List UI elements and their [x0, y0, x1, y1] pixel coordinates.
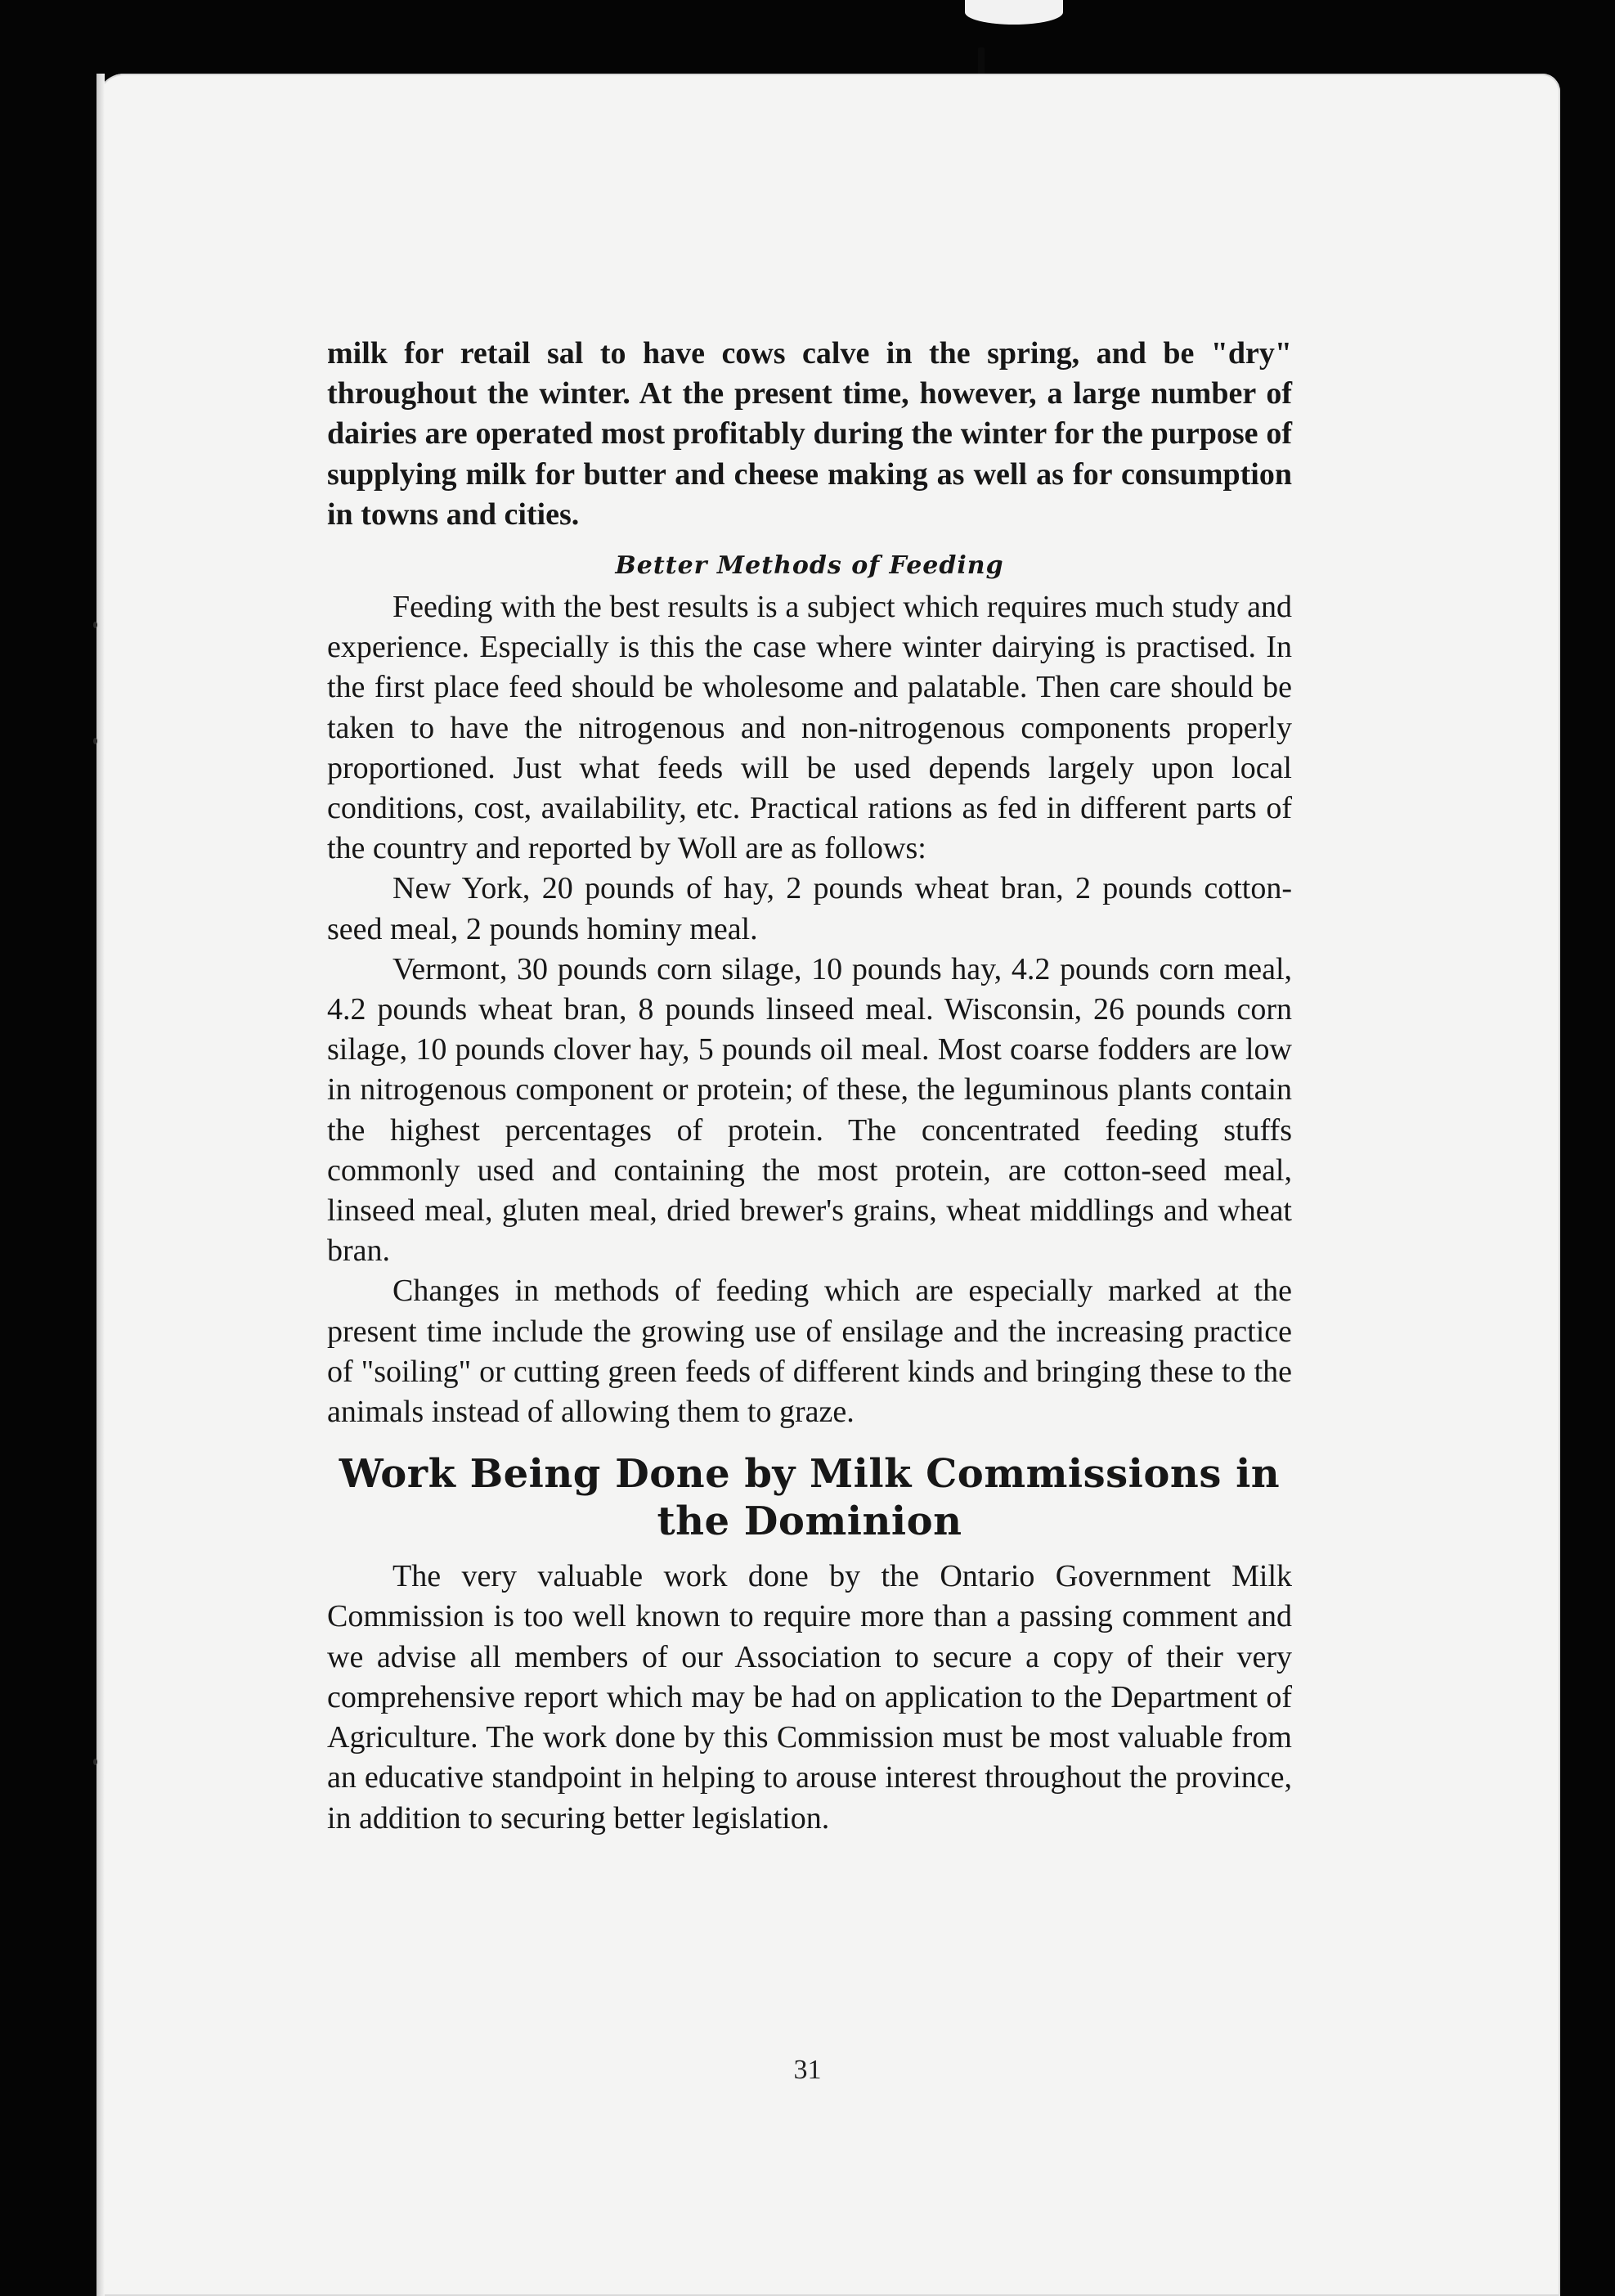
scan-speck	[978, 47, 985, 75]
scan-speck	[93, 738, 97, 744]
section-heading-feeding: Better Methods of Feeding	[615, 551, 1004, 581]
page-number: 31	[793, 2055, 822, 2085]
continuation-paragraph: milk for retail sal to have cows calve in the spring, and be "dry" throughout the winter. At the present time, however, a large number of dairies are operated most profitably during the winter for the purpose of supplying milk for butter and cheese making as well as for consumption in towns and cities.	[327, 336, 1292, 532]
scan-speck	[93, 1759, 97, 1765]
feeding-paragraph-4: Changes in methods of feeding which are especially marked at the present time include the growing use of ensilage and the increasing practice of "soiling" or cutting green feeds of different kinds and bringing these to the animals instead of allowing them to graze.	[327, 1274, 1292, 1430]
commissions-paragraph-1: The very valuable work done by the Ontario Government Milk Commission is too well known to require more than a passing comment and we advise all members of our Association to secure a copy of their very comprehensive report which may be had on application to the Department of Agriculture. The work done by this Commission must be most valuable from an educative standpoint in helping to arouse interest throughout the province, in addition to securing better legislation.	[327, 1559, 1292, 1835]
scan-speck	[965, 0, 1063, 25]
feeding-paragraph-1: Feeding with the best results is a subject which requires much study and experience. Especially is this the case where winter dairying is practised. In the first place feed should be wholesome and palatable. Then care should be taken to have the nitrogenous and non-nitrogenous components properly proportioned. Just what feeds will be used depends largely upon local conditions, cost, availability, etc. Practical rations as fed in different parts of the country and reported by Woll are as follows:	[327, 590, 1292, 866]
feeding-paragraph-3: Vermont, 30 pounds corn silage, 10 pounds hay, 4.2 pounds corn meal, 4.2 pounds wheat bran, 8 pounds linseed meal. Wisconsin, 26 pounds corn silage, 10 pounds clover hay, 5 pounds oil meal. Most coarse fodders are low in nitrogenous component or protein; of these, the leguminous plants contain the highest percentages of protein. The concentrated feeding stuffs commonly used and containing the most protein, are cotton-seed meal, linseed meal, gluten meal, dried brewer's grains, wheat middlings and wheat bran.	[327, 951, 1292, 1269]
page-binding-edge	[96, 74, 105, 2296]
page-text-block	[327, 334, 1292, 1839]
section-heading-commissions: Work Being Done by Milk Commissions in the Dominion	[339, 1451, 1281, 1545]
scan-speck	[93, 622, 97, 628]
feeding-paragraph-2: New York, 20 pounds of hay, 2 pounds wheat bran, 2 pounds cotton-seed meal, 2 pounds hominy meal.	[327, 871, 1292, 946]
